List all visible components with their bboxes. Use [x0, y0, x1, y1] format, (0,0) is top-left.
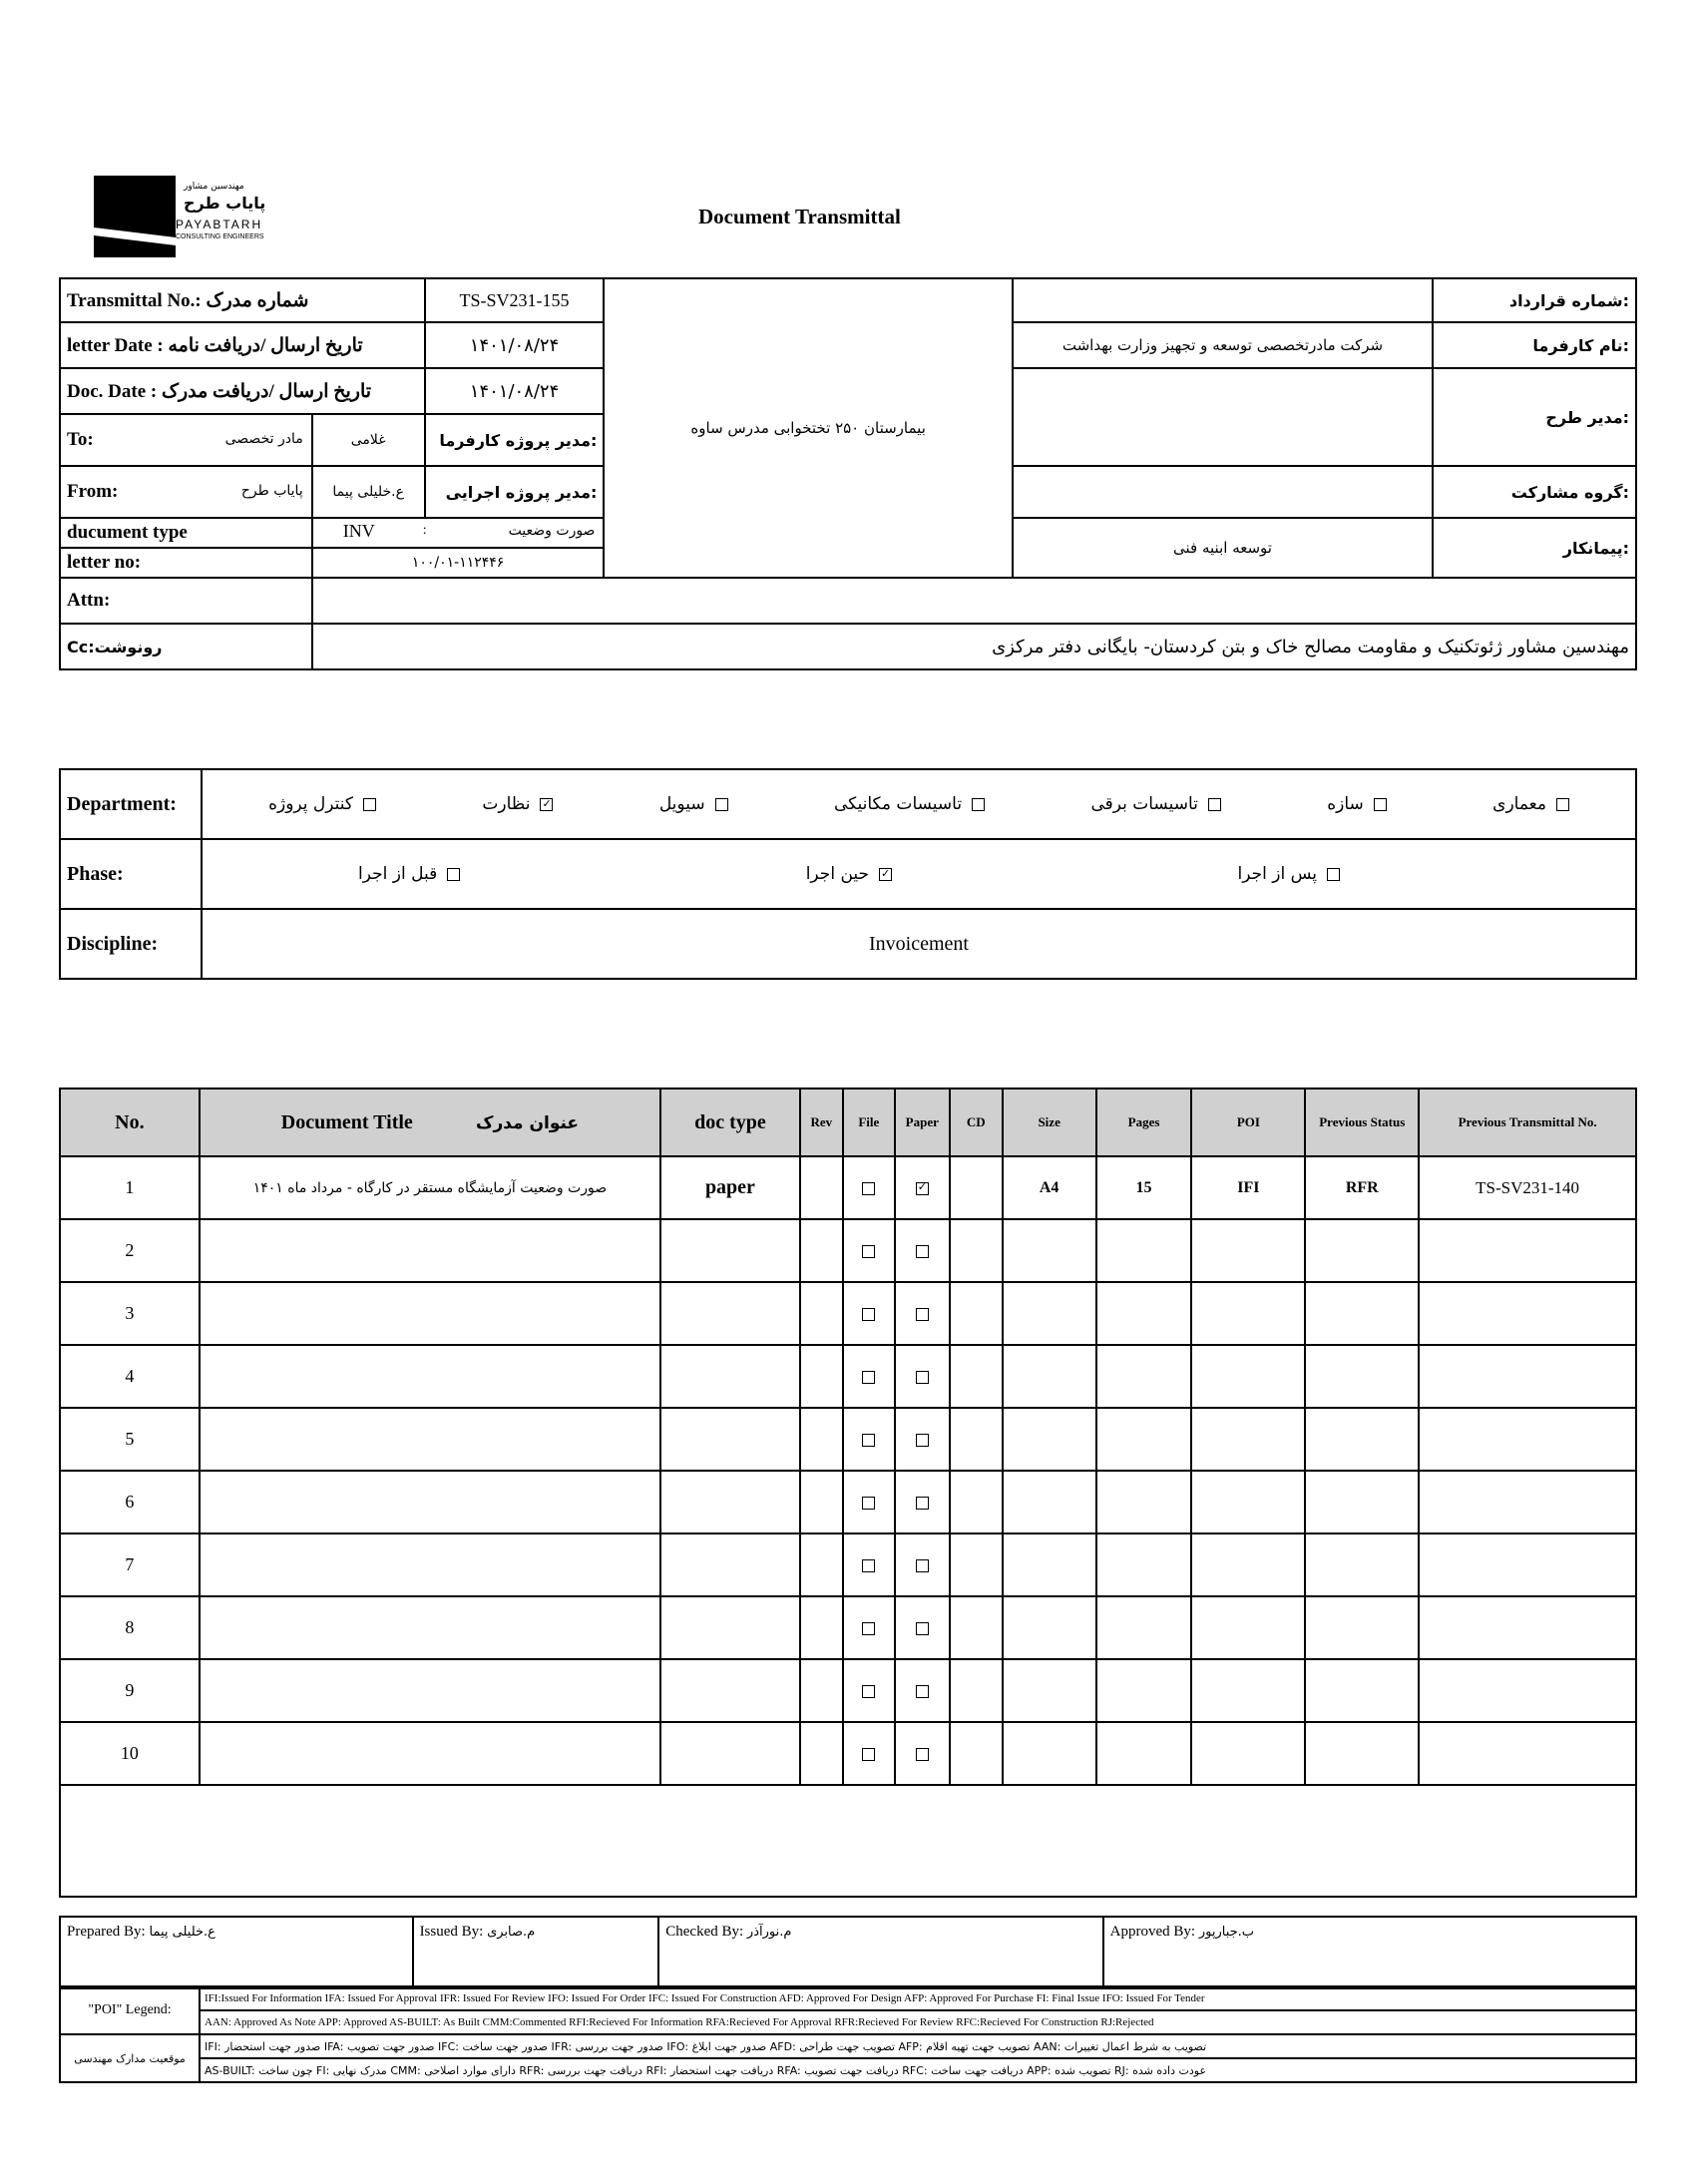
checkbox-icon[interactable]: [1556, 798, 1569, 811]
col-title-fa: عنوان مدرک: [476, 1112, 580, 1133]
approved-name: ب.جبارپور: [1198, 1925, 1255, 1940]
poi-legend-label: "POI" Legend:: [60, 1986, 200, 2034]
row-cd: [950, 1282, 1003, 1345]
table-row: [60, 1282, 1636, 1345]
row-file: [843, 1282, 895, 1345]
checkbox-icon[interactable]: [916, 1371, 929, 1384]
from-person: ع.خلیلی پیما: [312, 466, 425, 518]
row-prev-transmittal: [1419, 1722, 1636, 1785]
row-rev: [800, 1722, 843, 1785]
row-no: 9: [60, 1659, 200, 1722]
status-legend-line2: AS-BUILT: چون ساخت FI: مدرک نهایی CMM: دارای موارد اصلاحی RFR: دریافت جهت بررسی RFI: دریافت جهت استحضار RFA: دریافت جهت تصویب RFC: دریافت جهت ساخت APP: تصویب شده RJ: عودت داده شده: [200, 2058, 1636, 2082]
row-size: [1003, 1596, 1096, 1659]
row-prev-status: RFR: [1305, 1156, 1419, 1219]
row-size: [1003, 1722, 1096, 1785]
row-poi: IFI: [1191, 1156, 1305, 1219]
table-row: [60, 1659, 1636, 1722]
employer-value: شرکت مادرتخصصی توسعه و تجهیز وزارت بهداشت: [1013, 322, 1433, 368]
col-prev-transmittal: Previous Transmittal No.: [1419, 1089, 1636, 1156]
checkbox-icon[interactable]: [862, 1685, 875, 1698]
department-table: [59, 768, 1637, 980]
row-paper: [895, 1282, 950, 1345]
checkbox-icon[interactable]: [540, 798, 553, 811]
employer-label: نام کارفرما:: [1433, 322, 1636, 368]
checkbox-icon[interactable]: [1327, 868, 1340, 881]
department-option-label: تاسیسات مکانیکی: [833, 794, 963, 814]
checkbox-icon[interactable]: [862, 1434, 875, 1447]
approved-label: Approved By:: [1109, 1924, 1196, 1940]
row-title: [200, 1471, 660, 1533]
doctype-code: INV: [342, 521, 375, 541]
row-prev-transmittal: TS-SV231-140: [1419, 1156, 1636, 1219]
phase-option-label: حین اجرا: [805, 864, 870, 884]
row-poi: [1191, 1471, 1305, 1533]
checkbox-icon[interactable]: [916, 1308, 929, 1321]
checkbox-icon[interactable]: [916, 1748, 929, 1761]
row-prev-status: [1305, 1219, 1419, 1282]
department-option-label: معماری: [1492, 794, 1546, 814]
row-cd: [950, 1408, 1003, 1471]
checkbox-icon[interactable]: [916, 1685, 929, 1698]
checked-name: م.نورآذر: [746, 1925, 792, 1940]
row-cd: [950, 1345, 1003, 1408]
checked-by: [658, 1917, 1102, 1988]
checkbox-icon[interactable]: [862, 1245, 875, 1258]
row-pages: 15: [1096, 1156, 1192, 1219]
department-option[interactable]: [659, 794, 728, 814]
row-pages: [1096, 1596, 1192, 1659]
row-poi: [1191, 1533, 1305, 1596]
letter-no-value: ۱۰۰/۰۱-۱۱۲۴۴۶: [312, 548, 605, 578]
phase-option-label: پس از اجرا: [1237, 864, 1317, 884]
col-doctype: doc type: [660, 1089, 800, 1156]
row-paper: [895, 1156, 950, 1219]
checkbox-icon[interactable]: [916, 1497, 929, 1510]
row-file: [843, 1596, 895, 1659]
row-paper: [895, 1408, 950, 1471]
to-person: غلامی: [312, 414, 425, 466]
table-row: [60, 1156, 1636, 1219]
row-pages: [1096, 1345, 1192, 1408]
doc-date-label: Doc. Date : تاریخ ارسال /دریافت مدرک: [60, 368, 425, 414]
phase-option[interactable]: [1238, 864, 1340, 884]
row-no: 2: [60, 1219, 200, 1282]
row-file: [843, 1533, 895, 1596]
designer-value: [1013, 368, 1433, 466]
cc-value: مهندسین مشاور ژئوتکنیک و مقاومت مصالح خاک و بتن کردستان- بایگانی دفتر مرکزی: [312, 624, 1636, 669]
row-doctype: [660, 1219, 800, 1282]
checkbox-icon[interactable]: [972, 798, 985, 811]
row-pages: [1096, 1471, 1192, 1533]
row-file: [843, 1471, 895, 1533]
row-cd: [950, 1722, 1003, 1785]
checkbox-icon[interactable]: [916, 1434, 929, 1447]
col-file: File: [843, 1089, 895, 1156]
row-file: [843, 1156, 895, 1219]
row-cd: [950, 1471, 1003, 1533]
prepared-label: Prepared By:: [67, 1924, 146, 1940]
phase-option-label: قبل از اجرا: [358, 864, 438, 884]
legend-table: [59, 1985, 1637, 2083]
page-title: Document Transmittal: [698, 205, 901, 228]
issued-name: م.صابری: [487, 1925, 536, 1940]
col-cd: CD: [950, 1089, 1003, 1156]
group-value: [1013, 466, 1433, 518]
row-title: [200, 1659, 660, 1722]
row-size: [1003, 1533, 1096, 1596]
from-row: [60, 466, 312, 518]
company-name-small: مهندسین مشاور: [184, 182, 244, 192]
checked-label: Checked By:: [665, 1924, 744, 1940]
phase-option[interactable]: [358, 864, 460, 884]
row-prev-transmittal: [1419, 1282, 1636, 1345]
table-row: [60, 1596, 1636, 1659]
row-title: صورت وضعیت آزمایشگاه مستقر در کارگاه - مرداد ماه ۱۴۰۱: [200, 1156, 660, 1219]
row-doctype: [660, 1471, 800, 1533]
department-options: [202, 769, 1636, 839]
row-prev-transmittal: [1419, 1533, 1636, 1596]
row-poi: [1191, 1345, 1305, 1408]
attn-label: Attn:: [60, 578, 312, 624]
row-doctype: [660, 1659, 800, 1722]
letter-date-value: ۱۴۰۱/۰۸/۲۴: [425, 322, 605, 368]
logo-mark-icon: [94, 176, 178, 259]
group-label: گروه مشارکت:: [1433, 466, 1636, 518]
project-name: بیمارستان ۲۵۰ تختخوابی مدرس ساوه: [604, 278, 1012, 578]
approved-by: [1103, 1917, 1636, 1988]
row-paper: [895, 1219, 950, 1282]
table-row: [60, 1722, 1636, 1785]
row-doctype: [660, 1408, 800, 1471]
row-paper: [895, 1722, 950, 1785]
department-option-label: سازه: [1327, 794, 1364, 814]
row-prev-status: [1305, 1282, 1419, 1345]
to-org: مادر تخصصی: [224, 431, 303, 447]
row-pages: [1096, 1408, 1192, 1471]
row-prev-transmittal: [1419, 1471, 1636, 1533]
row-poi: [1191, 1659, 1305, 1722]
prepared-by: [60, 1917, 413, 1988]
company-name-fa: پایاب طرح: [184, 194, 266, 213]
table-row: [60, 1471, 1636, 1533]
department-option[interactable]: [482, 794, 553, 814]
checkbox-icon[interactable]: [862, 1622, 875, 1635]
attn-value: [312, 578, 1636, 624]
row-rev: [800, 1345, 843, 1408]
col-pages: Pages: [1096, 1089, 1192, 1156]
contract-no-value: [1013, 278, 1433, 322]
row-cd: [950, 1533, 1003, 1596]
row-pages: [1096, 1219, 1192, 1282]
prepared-name: ع.خلیلی پیما: [149, 1925, 215, 1940]
doctype-separator: :: [422, 523, 427, 538]
row-file: [843, 1659, 895, 1722]
table-row: [60, 1219, 1636, 1282]
row-doctype: paper: [660, 1156, 800, 1219]
checkbox-icon[interactable]: [916, 1182, 929, 1195]
row-prev-transmittal: [1419, 1219, 1636, 1282]
signature-table: [59, 1916, 1637, 1989]
row-prev-status: [1305, 1345, 1419, 1408]
row-cd: [950, 1659, 1003, 1722]
phase-option[interactable]: [806, 864, 892, 884]
table-row: [60, 1345, 1636, 1408]
from-org: پایاب طرح: [240, 483, 303, 499]
row-title: [200, 1408, 660, 1471]
row-file: [843, 1345, 895, 1408]
to-label: To:: [67, 429, 94, 450]
row-prev-status: [1305, 1533, 1419, 1596]
status-legend-line1: IFI: صدور جهت استحضار IFA: صدور جهت تصویب IFC: صدور جهت ساخت IFR: صدور جهت بررسی IFO: صدور جهت ابلاغ AFD: تصویب جهت طراحی AFP: تصویب جهت تهیه اقلام AAN: تصویب به شرط اعمال تغییرات: [200, 2034, 1636, 2058]
designer-label: مدیر طرح:: [1433, 368, 1636, 466]
row-rev: [800, 1156, 843, 1219]
row-rev: [800, 1659, 843, 1722]
department-option[interactable]: [1090, 794, 1220, 814]
transmittal-no-label: Transmittal No.: شماره مدرک: [60, 278, 425, 322]
row-rev: [800, 1533, 843, 1596]
col-prev-status: Previous Status: [1305, 1089, 1419, 1156]
checkbox-icon[interactable]: [862, 1371, 875, 1384]
row-pages: [1096, 1659, 1192, 1722]
row-paper: [895, 1533, 950, 1596]
row-title: [200, 1533, 660, 1596]
row-paper: [895, 1471, 950, 1533]
status-legend-label: موقعیت مدارک مهندسی: [60, 2034, 200, 2082]
row-no: 1: [60, 1156, 200, 1219]
row-cd: [950, 1156, 1003, 1219]
col-rev: Rev: [800, 1089, 843, 1156]
row-file: [843, 1722, 895, 1785]
row-title: [200, 1282, 660, 1345]
row-paper: [895, 1659, 950, 1722]
row-no: 5: [60, 1408, 200, 1471]
checkbox-icon[interactable]: [916, 1622, 929, 1635]
row-cd: [950, 1219, 1003, 1282]
row-doctype: [660, 1282, 800, 1345]
department-option-label: تاسیسات برقی: [1090, 794, 1198, 814]
checkbox-icon[interactable]: [916, 1245, 929, 1258]
row-size: [1003, 1471, 1096, 1533]
department-option-label: سیویل: [658, 794, 705, 814]
row-pages: [1096, 1533, 1192, 1596]
poi-legend-line1: IFI:Issued For Information IFA: Issued For Approval IFR: Issued For Review IFO: Issued For Order IFC: Issued For Construction AFD: Approved For Design AFP: Approved For Purchase FI: Final Issue IFO: Issued For Tender: [200, 1986, 1636, 2010]
row-size: [1003, 1219, 1096, 1282]
row-no: 6: [60, 1471, 200, 1533]
row-prev-status: [1305, 1722, 1419, 1785]
checkbox-icon[interactable]: [862, 1497, 875, 1510]
doc-date-value: ۱۴۰۱/۰۸/۲۴: [425, 368, 605, 414]
row-pages: [1096, 1282, 1192, 1345]
row-poi: [1191, 1282, 1305, 1345]
table-row: [60, 1533, 1636, 1596]
department-option-label: کنترل پروژه: [268, 794, 354, 814]
row-size: [1003, 1345, 1096, 1408]
row-prev-status: [1305, 1408, 1419, 1471]
row-title: [200, 1219, 660, 1282]
row-file: [843, 1219, 895, 1282]
row-no: 4: [60, 1345, 200, 1408]
issued-label: Issued By:: [419, 1924, 484, 1940]
row-prev-status: [1305, 1659, 1419, 1722]
checkbox-icon[interactable]: [916, 1559, 929, 1572]
department-option[interactable]: [834, 794, 985, 814]
col-title: [200, 1089, 660, 1156]
row-no: 8: [60, 1596, 200, 1659]
contractor-label: پیمانکار:: [1433, 518, 1636, 578]
row-file: [843, 1408, 895, 1471]
doctype-fa: صورت وضعیت: [508, 523, 596, 539]
row-paper: [895, 1596, 950, 1659]
checkbox-icon[interactable]: [862, 1182, 875, 1195]
row-size: A4: [1003, 1156, 1096, 1219]
department-option[interactable]: [1327, 794, 1387, 814]
from-label: From:: [67, 481, 119, 502]
row-size: [1003, 1408, 1096, 1471]
row-title: [200, 1596, 660, 1659]
doctype-value: [312, 518, 605, 548]
row-poi: [1191, 1722, 1305, 1785]
row-rev: [800, 1408, 843, 1471]
header-table: [59, 277, 1637, 670]
col-size: Size: [1003, 1089, 1096, 1156]
checkbox-icon[interactable]: [862, 1559, 875, 1572]
table-row: [60, 1408, 1636, 1471]
contract-no-label: شماره قرارداد:: [1433, 278, 1636, 322]
row-no: 7: [60, 1533, 200, 1596]
row-size: [1003, 1659, 1096, 1722]
row-title: [200, 1345, 660, 1408]
row-doctype: [660, 1596, 800, 1659]
company-tagline: CONSULTING ENGINEERS: [176, 233, 264, 240]
col-paper: Paper: [895, 1089, 950, 1156]
row-prev-status: [1305, 1471, 1419, 1533]
checkbox-icon[interactable]: [363, 798, 376, 811]
table-footer-space: [60, 1785, 1636, 1897]
checkbox-icon[interactable]: [715, 798, 728, 811]
row-prev-transmittal: [1419, 1659, 1636, 1722]
row-rev: [800, 1596, 843, 1659]
company-logo: [94, 176, 303, 259]
contractor-value: توسعه ابنیه فنی: [1013, 518, 1433, 578]
phase-label: Phase:: [60, 839, 202, 909]
checkbox-icon[interactable]: [1374, 798, 1387, 811]
row-size: [1003, 1282, 1096, 1345]
row-rev: [800, 1282, 843, 1345]
row-doctype: [660, 1722, 800, 1785]
row-cd: [950, 1596, 1003, 1659]
phase-options: [202, 839, 1636, 909]
row-poi: [1191, 1408, 1305, 1471]
to-role: مدیر پروژه کارفرما:: [425, 414, 605, 466]
checkbox-icon[interactable]: [1208, 798, 1221, 811]
letter-no-label: letter no:: [60, 548, 312, 578]
checkbox-icon[interactable]: [862, 1308, 875, 1321]
department-label: Department:: [60, 769, 202, 839]
row-no: 10: [60, 1722, 200, 1785]
row-prev-transmittal: [1419, 1596, 1636, 1659]
col-poi: POI: [1191, 1089, 1305, 1156]
transmittal-no-value: TS-SV231-155: [425, 278, 605, 322]
checkbox-icon[interactable]: [447, 868, 460, 881]
issued-by: [413, 1917, 659, 1988]
department-option-label: نظارت: [482, 794, 531, 814]
row-doctype: [660, 1345, 800, 1408]
col-no: No.: [60, 1089, 200, 1156]
row-rev: [800, 1219, 843, 1282]
department-option[interactable]: [1492, 794, 1569, 814]
row-paper: [895, 1345, 950, 1408]
from-role: مدیر پروژه اجرایی:: [425, 466, 605, 518]
row-prev-transmittal: [1419, 1408, 1636, 1471]
row-prev-transmittal: [1419, 1345, 1636, 1408]
row-title: [200, 1722, 660, 1785]
row-poi: [1191, 1219, 1305, 1282]
col-title-en: Document Title: [280, 1110, 413, 1133]
letter-date-label: letter Date : تاریخ ارسال /دریافت نامه: [60, 322, 425, 368]
row-prev-status: [1305, 1596, 1419, 1659]
doctype-label: ducument type: [60, 518, 312, 548]
row-rev: [800, 1471, 843, 1533]
cc-label: Cc:رونوشت: [60, 624, 312, 669]
poi-legend-line2: AAN: Approved As Note APP: Approved AS-BUILT: As Built CMM:Commented RFI:Recieved For Information RFA:Recieved For Approval RFR:Recieved For Review RFC:Recieved For Construction RJ:Rejected: [200, 2010, 1636, 2034]
row-no: 3: [60, 1282, 200, 1345]
company-name-en: PAYABTARH: [176, 218, 263, 231]
documents-table: [59, 1088, 1637, 1898]
discipline-label: Discipline:: [60, 909, 202, 979]
checkbox-icon[interactable]: [862, 1748, 875, 1761]
discipline-value: Invoicement: [202, 909, 1636, 979]
department-option[interactable]: [268, 794, 376, 814]
row-pages: [1096, 1722, 1192, 1785]
row-poi: [1191, 1596, 1305, 1659]
row-doctype: [660, 1533, 800, 1596]
checkbox-icon[interactable]: [879, 868, 892, 881]
to-row: [60, 414, 312, 466]
